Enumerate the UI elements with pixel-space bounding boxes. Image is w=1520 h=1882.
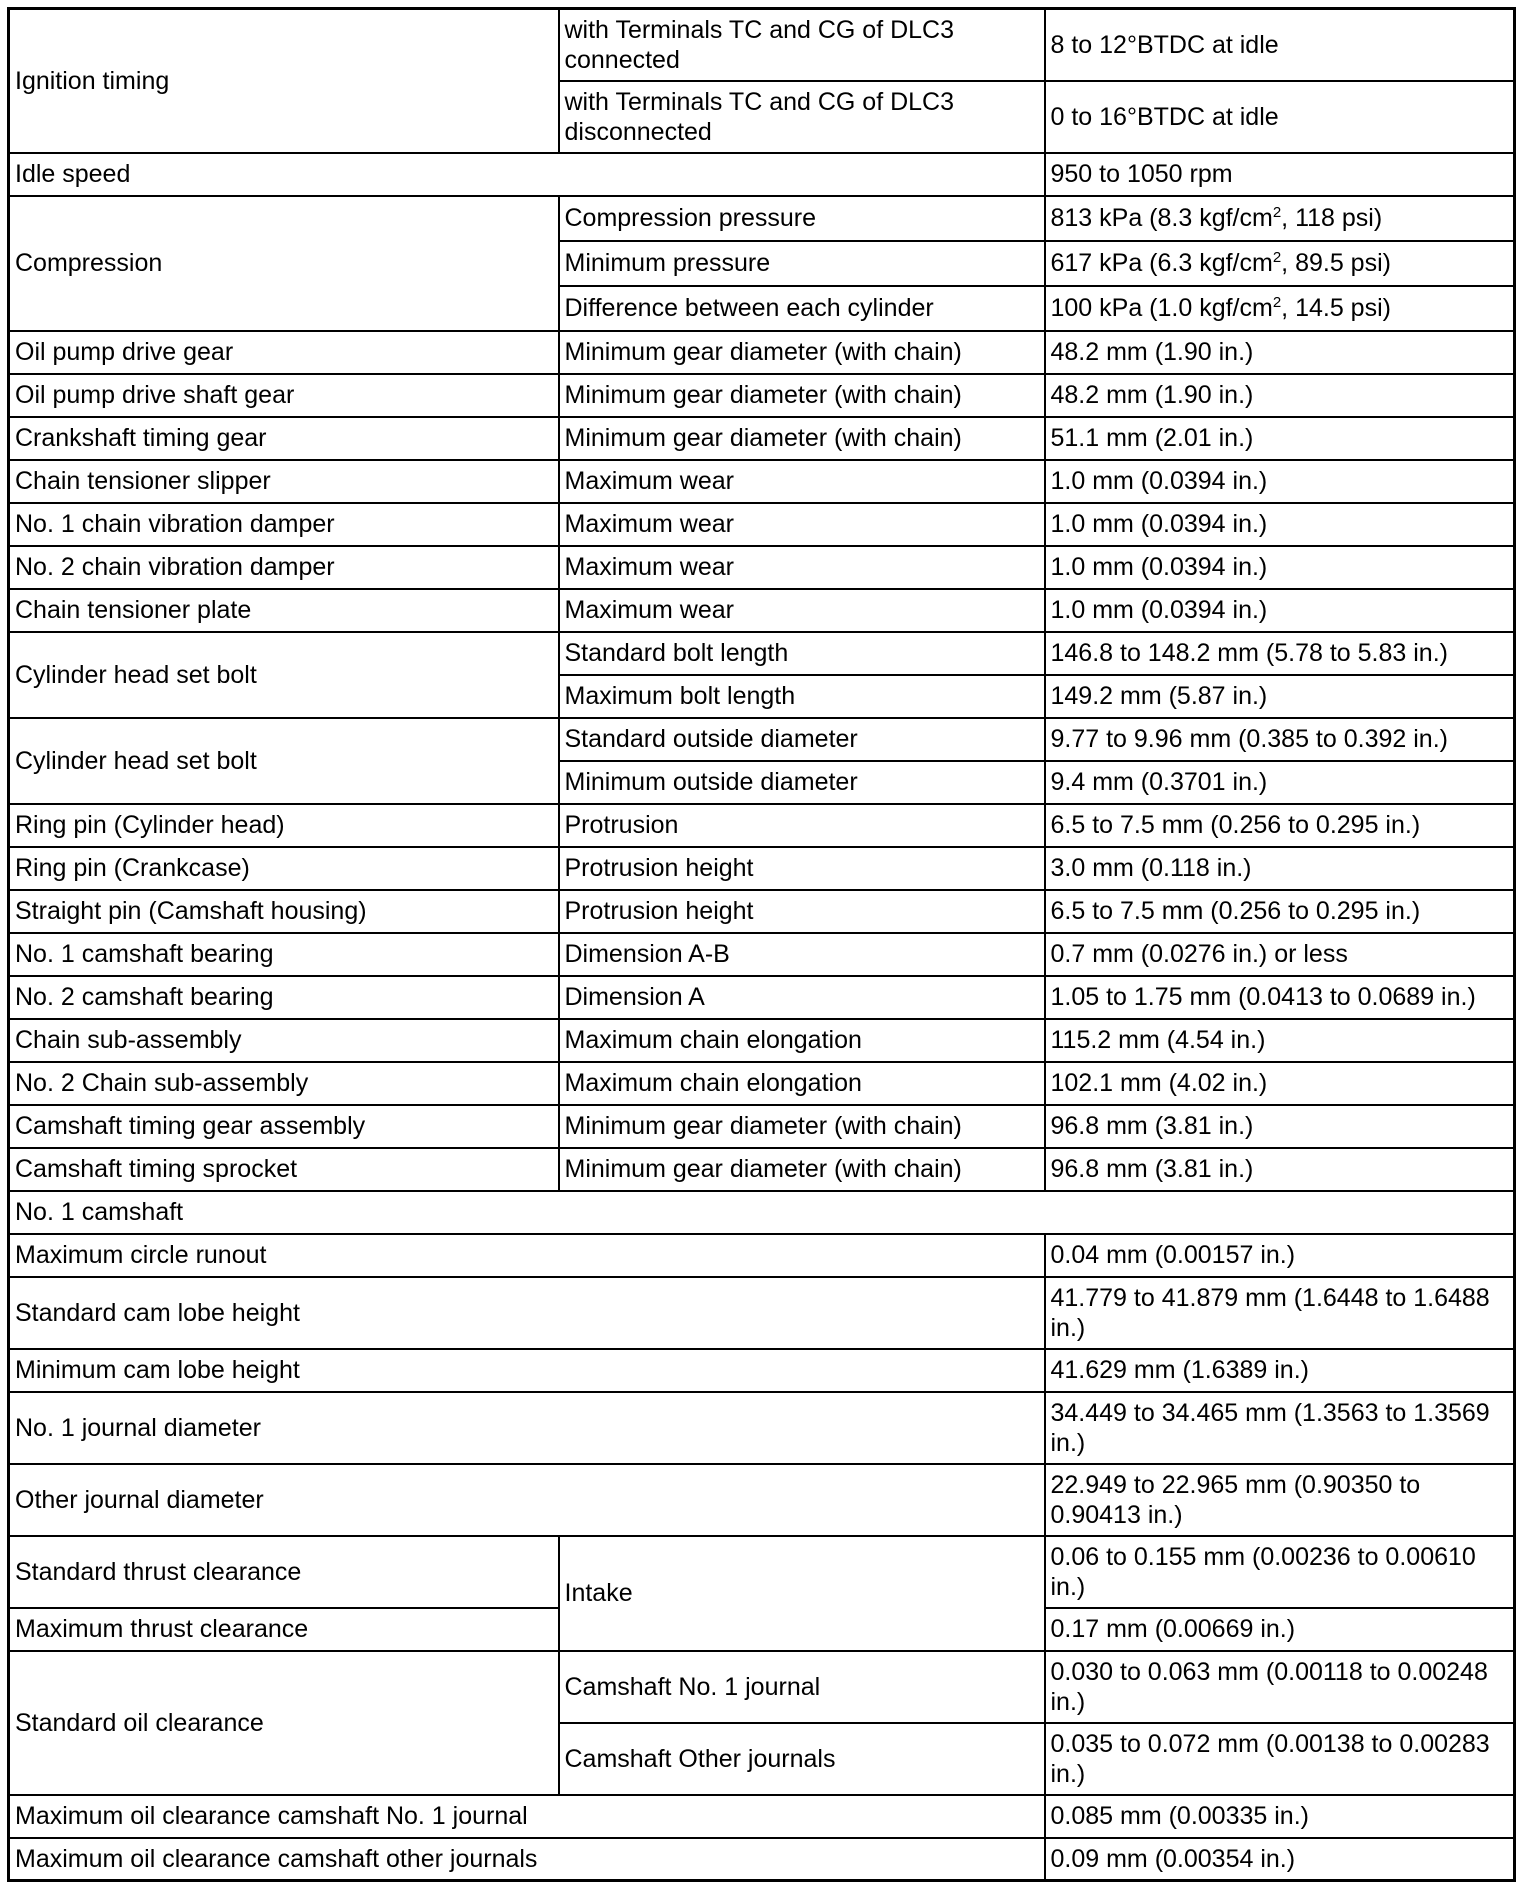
table-row — [9, 9, 1515, 81]
table-row — [9, 1464, 1515, 1536]
item-cell: Compression — [9, 196, 559, 331]
value-cell: 146.8 to 148.2 mm (5.78 to 5.83 in.) — [1045, 632, 1515, 675]
table-row — [9, 374, 1515, 417]
value-cell: 0 to 16°BTDC at idle — [1045, 81, 1515, 153]
condition-cell: Maximum bolt length — [559, 675, 1045, 718]
value-text: 100 kPa (1.0 kgf/cm — [1050, 294, 1273, 322]
condition-cell: Standard outside diameter — [559, 718, 1045, 761]
table-row — [9, 1651, 1515, 1723]
item-cell: No. 1 chain vibration damper — [9, 503, 559, 546]
condition-cell: Minimum gear diameter (with chain) — [559, 374, 1045, 417]
value-cell: 0.035 to 0.072 mm (0.00138 to 0.00283 in.) — [1045, 1723, 1515, 1795]
value-cell: 1.0 mm (0.0394 in.) — [1045, 546, 1515, 589]
table-row — [9, 589, 1515, 632]
item-cell: Ring pin (Cylinder head) — [9, 804, 559, 847]
item-cell: Camshaft timing gear assembly — [9, 1105, 559, 1148]
table-row — [9, 1277, 1515, 1349]
value-cell — [1045, 196, 1515, 241]
value-cell: 96.8 mm (3.81 in.) — [1045, 1105, 1515, 1148]
item-cell: Minimum cam lobe height — [9, 1349, 1045, 1392]
condition-cell: Maximum chain elongation — [559, 1019, 1045, 1062]
value-cell: 0.06 to 0.155 mm (0.00236 to 0.00610 in.) — [1045, 1536, 1515, 1608]
condition-cell: Protrusion height — [559, 890, 1045, 933]
value-cell — [1045, 286, 1515, 331]
item-cell: Camshaft timing sprocket — [9, 1148, 559, 1191]
value-text: , 118 psi) — [1281, 204, 1383, 232]
table-row — [9, 1062, 1515, 1105]
table-row — [9, 153, 1515, 196]
table-row — [9, 1392, 1515, 1464]
value-cell: 41.629 mm (1.6389 in.) — [1045, 1349, 1515, 1392]
table-row — [9, 196, 1515, 241]
condition-cell: Difference between each cylinder — [559, 286, 1045, 331]
table-row — [9, 933, 1515, 976]
condition-cell: Standard bolt length — [559, 632, 1045, 675]
condition-cell: Minimum gear diameter (with chain) — [559, 417, 1045, 460]
item-cell: No. 1 journal diameter — [9, 1392, 1045, 1464]
item-cell: Ring pin (Crankcase) — [9, 847, 559, 890]
table-row — [9, 1019, 1515, 1062]
value-cell: 0.09 mm (0.00354 in.) — [1045, 1838, 1515, 1881]
value-cell: 3.0 mm (0.118 in.) — [1045, 847, 1515, 890]
item-cell: No. 2 chain vibration damper — [9, 546, 559, 589]
condition-cell: Minimum gear diameter (with chain) — [559, 1148, 1045, 1191]
value-cell: 149.2 mm (5.87 in.) — [1045, 675, 1515, 718]
table-row — [9, 1536, 1515, 1608]
section-heading-cell: No. 1 camshaft — [9, 1191, 1515, 1234]
condition-cell: Dimension A-B — [559, 933, 1045, 976]
condition-cell: Maximum wear — [559, 546, 1045, 589]
condition-cell: Minimum pressure — [559, 241, 1045, 286]
item-cell: Cylinder head set bolt — [9, 718, 559, 804]
value-cell: 950 to 1050 rpm — [1045, 153, 1515, 196]
condition-cell: Maximum wear — [559, 503, 1045, 546]
value-cell: 22.949 to 22.965 mm (0.90350 to 0.90413 in.) — [1045, 1464, 1515, 1536]
table-row — [9, 1105, 1515, 1148]
value-cell: 1.0 mm (0.0394 in.) — [1045, 503, 1515, 546]
item-cell: No. 1 camshaft bearing — [9, 933, 559, 976]
value-cell: 96.8 mm (3.81 in.) — [1045, 1148, 1515, 1191]
condition-cell: Maximum wear — [559, 589, 1045, 632]
condition-cell: Maximum chain elongation — [559, 1062, 1045, 1105]
value-cell: 0.030 to 0.063 mm (0.00118 to 0.00248 in.) — [1045, 1651, 1515, 1723]
item-cell: Maximum oil clearance camshaft other journals — [9, 1838, 1045, 1881]
value-text: 617 kPa (6.3 kgf/cm — [1050, 249, 1273, 277]
table-row — [9, 632, 1515, 675]
item-cell: Standard cam lobe height — [9, 1277, 1045, 1349]
condition-cell: Intake — [559, 1536, 1045, 1651]
condition-cell: Dimension A — [559, 976, 1045, 1019]
value-cell: 48.2 mm (1.90 in.) — [1045, 374, 1515, 417]
value-cell: 1.05 to 1.75 mm (0.0413 to 0.0689 in.) — [1045, 976, 1515, 1019]
item-cell: Maximum oil clearance camshaft No. 1 journal — [9, 1795, 1045, 1838]
value-cell: 115.2 mm (4.54 in.) — [1045, 1019, 1515, 1062]
value-cell: 1.0 mm (0.0394 in.) — [1045, 460, 1515, 503]
table-row — [9, 847, 1515, 890]
superscript: 2 — [1272, 294, 1282, 311]
value-cell: 6.5 to 7.5 mm (0.256 to 0.295 in.) — [1045, 804, 1515, 847]
table-row — [9, 976, 1515, 1019]
table-row — [9, 890, 1515, 933]
condition-cell: Minimum gear diameter (with chain) — [559, 1105, 1045, 1148]
table-row — [9, 331, 1515, 374]
value-cell: 0.17 mm (0.00669 in.) — [1045, 1608, 1515, 1651]
item-cell: Oil pump drive gear — [9, 331, 559, 374]
condition-cell: with Terminals TC and CG of DLC3 connected — [559, 9, 1045, 81]
table-row — [9, 718, 1515, 761]
item-cell: Standard oil clearance — [9, 1651, 559, 1795]
value-text: 813 kPa (8.3 kgf/cm — [1050, 204, 1273, 232]
condition-cell: with Terminals TC and CG of DLC3 disconnected — [559, 81, 1045, 153]
table-row — [9, 804, 1515, 847]
value-cell — [1045, 241, 1515, 286]
item-cell: Ignition timing — [9, 9, 559, 153]
value-cell: 34.449 to 34.465 mm (1.3563 to 1.3569 in.) — [1045, 1392, 1515, 1464]
value-cell: 51.1 mm (2.01 in.) — [1045, 417, 1515, 460]
item-cell: No. 2 camshaft bearing — [9, 976, 559, 1019]
value-cell: 0.085 mm (0.00335 in.) — [1045, 1795, 1515, 1838]
condition-cell: Compression pressure — [559, 196, 1045, 241]
condition-cell: Protrusion — [559, 804, 1045, 847]
value-cell: 9.77 to 9.96 mm (0.385 to 0.392 in.) — [1045, 718, 1515, 761]
condition-cell: Camshaft No. 1 journal — [559, 1651, 1045, 1723]
value-cell: 48.2 mm (1.90 in.) — [1045, 331, 1515, 374]
value-cell: 41.779 to 41.879 mm (1.6448 to 1.6488 in.) — [1045, 1277, 1515, 1349]
item-cell: Other journal diameter — [9, 1464, 1045, 1536]
superscript: 2 — [1272, 249, 1282, 266]
item-cell: Oil pump drive shaft gear — [9, 374, 559, 417]
value-text: , 89.5 psi) — [1281, 249, 1391, 277]
table-row — [9, 1148, 1515, 1191]
specification-table — [7, 7, 1516, 1882]
condition-cell: Protrusion height — [559, 847, 1045, 890]
table-row — [9, 1838, 1515, 1881]
item-cell: Crankshaft timing gear — [9, 417, 559, 460]
table-row — [9, 417, 1515, 460]
table-row — [9, 546, 1515, 589]
item-cell: Chain tensioner plate — [9, 589, 559, 632]
item-cell: Idle speed — [9, 153, 1045, 196]
item-cell: No. 2 Chain sub-assembly — [9, 1062, 559, 1105]
superscript: 2 — [1272, 204, 1282, 221]
table-row — [9, 1191, 1515, 1234]
item-cell: Chain tensioner slipper — [9, 460, 559, 503]
condition-cell: Minimum outside diameter — [559, 761, 1045, 804]
condition-cell: Minimum gear diameter (with chain) — [559, 331, 1045, 374]
value-cell: 1.0 mm (0.0394 in.) — [1045, 589, 1515, 632]
item-cell: Standard thrust clearance — [9, 1536, 559, 1608]
table-row — [9, 503, 1515, 546]
table-row — [9, 460, 1515, 503]
value-cell: 6.5 to 7.5 mm (0.256 to 0.295 in.) — [1045, 890, 1515, 933]
table-row — [9, 1234, 1515, 1277]
item-cell: Cylinder head set bolt — [9, 632, 559, 718]
value-cell: 102.1 mm (4.02 in.) — [1045, 1062, 1515, 1105]
value-cell: 9.4 mm (0.3701 in.) — [1045, 761, 1515, 804]
table-row — [9, 1795, 1515, 1838]
item-cell: Maximum thrust clearance — [9, 1608, 559, 1651]
value-text: , 14.5 psi) — [1281, 294, 1391, 322]
item-cell: Chain sub-assembly — [9, 1019, 559, 1062]
table-row — [9, 1349, 1515, 1392]
value-cell: 0.04 mm (0.00157 in.) — [1045, 1234, 1515, 1277]
value-cell: 0.7 mm (0.0276 in.) or less — [1045, 933, 1515, 976]
item-cell: Maximum circle runout — [9, 1234, 1045, 1277]
value-cell: 8 to 12°BTDC at idle — [1045, 9, 1515, 81]
item-cell: Straight pin (Camshaft housing) — [9, 890, 559, 933]
condition-cell: Camshaft Other journals — [559, 1723, 1045, 1795]
condition-cell: Maximum wear — [559, 460, 1045, 503]
